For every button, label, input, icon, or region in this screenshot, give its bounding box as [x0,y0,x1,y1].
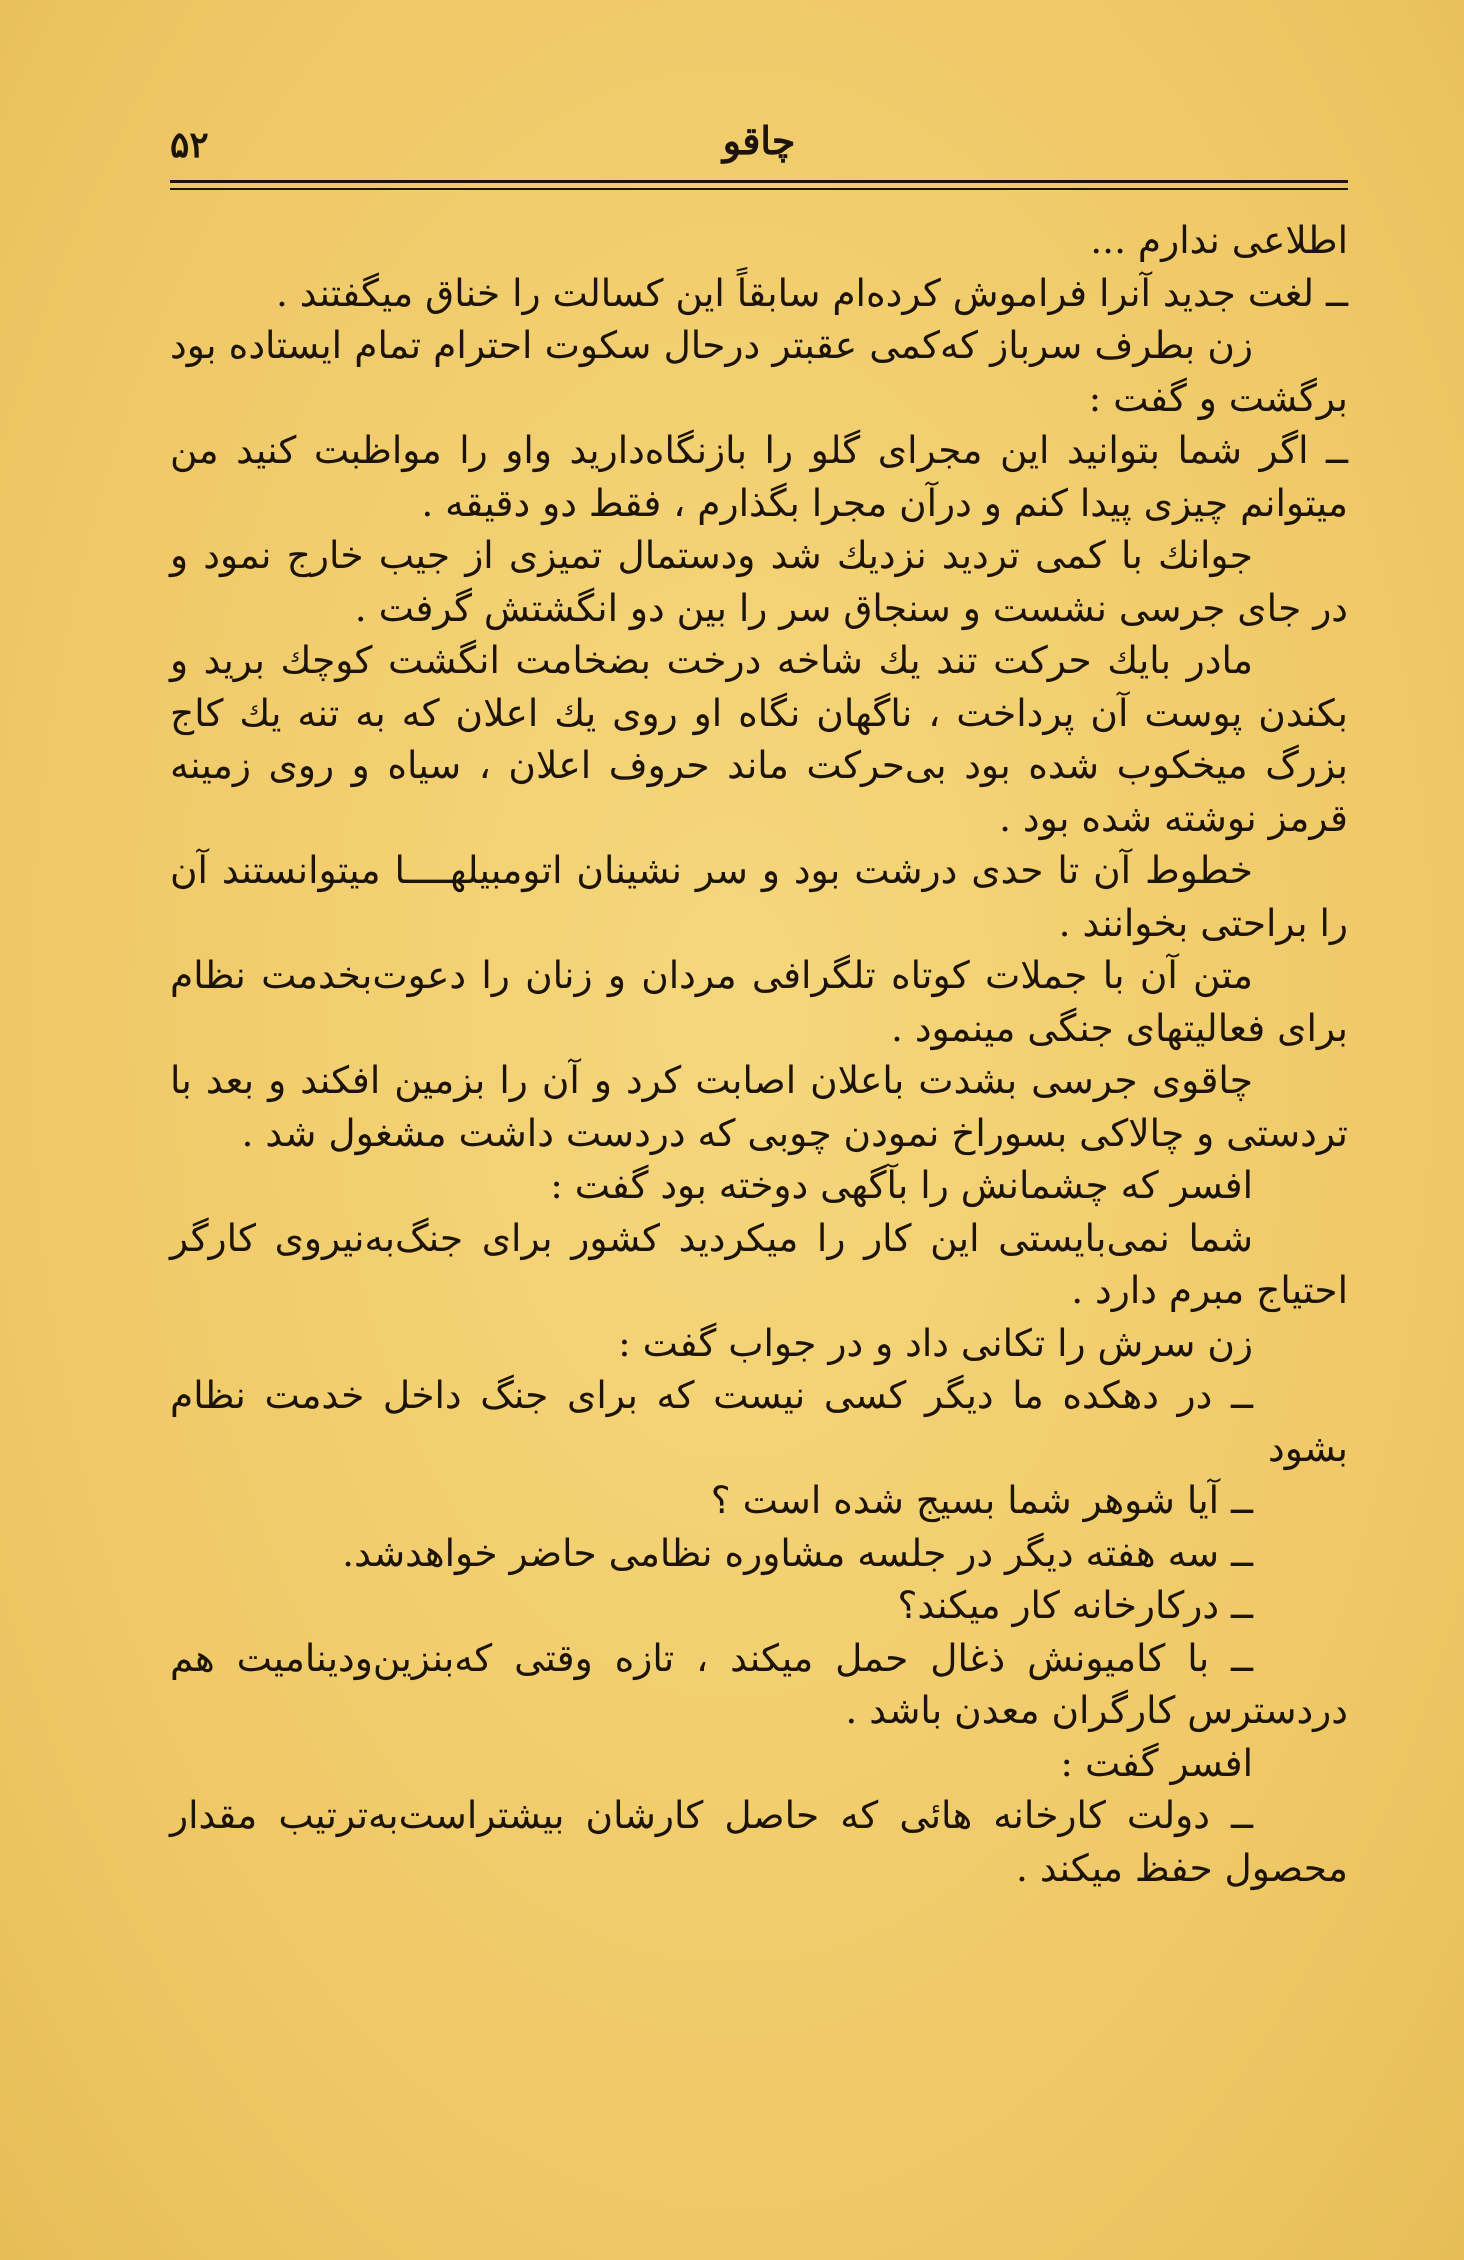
paragraph: ــ در دهكده ما دیگر كسی نیست كه برای جنگ داخل خدمت نظام بشود [170,1373,1348,1470]
paragraph: افسر گفت : [1060,1740,1253,1785]
paragraph: شما نمی‌بایستی این كار را میكردید كشور برای جنگ‌به‌نیروی كارگر احتیاج مبرم دارد . [170,1215,1348,1312]
header-rule [170,180,1348,183]
paragraph: جوانك با كمی تردید نزدیك شد ودستمال تمیزی از جیب خارج نمود و در جای جرسی نشست و سنجاق سر را بین دو انگشتش گرفت . [170,533,1348,630]
paragraph: ــ با كامیونش ذغال حمل میكند ، تازه وقتی كه‌بنزین‌ودینامیت هم دردسترس كارگران معدن باشد . [170,1635,1348,1732]
paragraph: چاقوی جرسی بشدت باعلان اصابت كرد و آن را بزمین افكند و بعد با تردستی و چالاكی بسوراخ نمودن چوبی كه دردست داشت مشغول شد . [170,1058,1348,1155]
page-header [170,118,1348,174]
body-text [170,214,1348,1894]
paragraph: ــ سه هفته دیگر در جلسه مشاوره نظامی حاضر خواهدشد. [342,1530,1253,1575]
paragraph: ــ لغت جدید آنرا فراموش کرده‌ام سابقاً این کسالت را خناق میگفتند . [275,270,1348,315]
page-number: ۵۲ [170,124,209,166]
book-page [170,118,1348,2198]
paragraph: ــ دولت كارخانه هائی كه حاصل كارشان بیشتراست‌به‌ترتیب مقدار محصول حفظ میكند . [170,1793,1348,1890]
paragraph: افسر كه چشمانش را بآگهی دوخته بود گفت : [550,1163,1253,1207]
paragraph: خطوط آن تا حدی درشت بود و سر نشینان اتومبیلهــــا میتوانستند آن را براحتی بخوانند . [170,848,1348,945]
paragraph: ــ دركارخانه كار میكند؟ [897,1583,1253,1627]
paragraph: اطلاعی ندارم ... [1090,218,1348,262]
header-rule-thin [170,188,1348,190]
paragraph: ــ آیا شوهر شما بسیج شده است ؟ [710,1478,1253,1522]
paragraph: متن آن با جملات كوتاه تلگرافی مردان و زنان را دعوت‌بخدمت نظام برای فعالیتهای جنگی مینمود . [170,953,1348,1050]
paragraph: زن بطرف سرباز که‌کمی عقبتر درحال سکوت احترام تمام ایستاده بود برگشت و گفت : [170,323,1348,420]
paragraph: ــ اگر شما بتوانید این مجرای گلو را بازنگاه‌دارید واو را مواظبت کنید من میتوانم چیزی پیدا کنم و درآن مجرا بگذارم ، فقط دو دقیقه . [170,428,1348,525]
running-title: چاقو [722,118,796,163]
paragraph: زن سرش را تكانی داد و در جواب گفت : [618,1320,1253,1365]
paragraph: مادر بایك حركت تند یك شاخه درخت بضخامت انگشت كوچك برید و بكندن پوست آن پرداخت ، ناگهان نگاه او روی یك اعلان كه به تنه یك كاج بزرگ میخكوب شده بود بی‌حركت ماند حروف اعلان ، سیاه و روی زمینه قرمز نوشته شده بود . [170,638,1348,840]
